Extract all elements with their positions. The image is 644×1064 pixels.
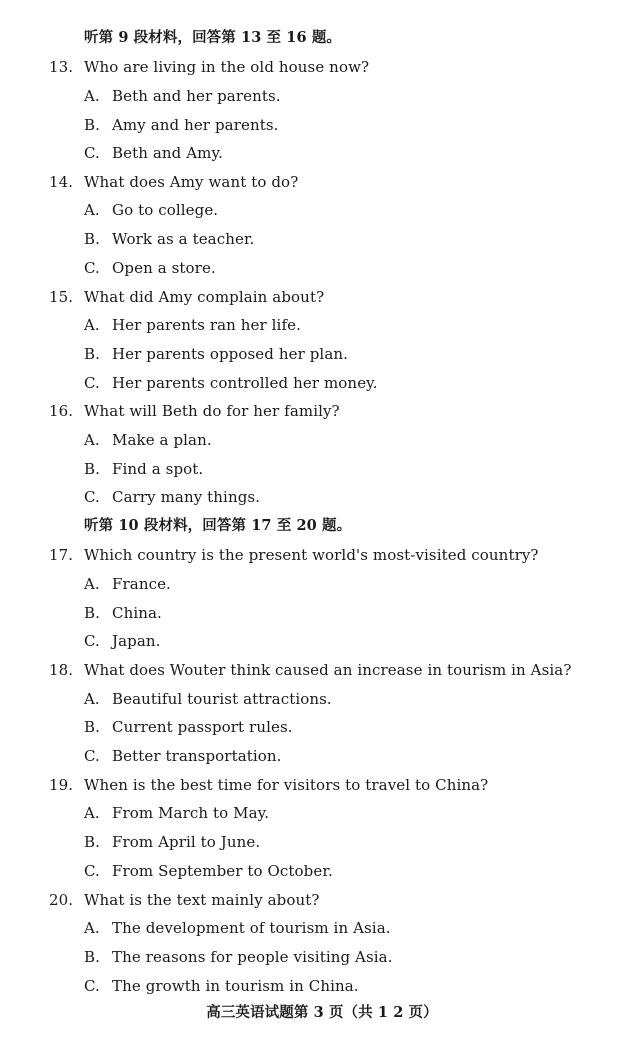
option-letter: B. bbox=[84, 345, 100, 363]
option-letter: B. bbox=[84, 833, 100, 851]
option-text: France. bbox=[112, 575, 171, 593]
section-heading: 听第 10 段材料，回答第 17 至 20 题。 bbox=[84, 517, 352, 534]
option-text: The development of tourism in Asia. bbox=[112, 919, 391, 937]
option-text: Amy and her parents. bbox=[112, 116, 279, 134]
question-number: 13. bbox=[49, 58, 74, 76]
question-text: Which country is the present world's most-visited country? bbox=[84, 546, 539, 564]
section-heading: 听第 9 段材料，回答第 13 至 16 题。 bbox=[84, 29, 342, 46]
option-text: Beautiful tourist attractions. bbox=[112, 690, 332, 708]
option-letter: C. bbox=[84, 747, 100, 765]
question-text: What is the text mainly about? bbox=[84, 891, 320, 909]
option-text: Beth and Amy. bbox=[112, 144, 223, 162]
page-footer: 高三英语试题第 3 页（共 1 2 页） bbox=[206, 1004, 438, 1021]
option-text: Find a spot. bbox=[112, 460, 204, 478]
question-number: 14. bbox=[49, 173, 74, 191]
option-letter: A. bbox=[84, 919, 100, 937]
option-text: From September to October. bbox=[112, 862, 333, 880]
question-number: 18. bbox=[49, 661, 74, 679]
question-number: 17. bbox=[49, 546, 74, 564]
option-text: Her parents ran her life. bbox=[112, 316, 301, 334]
option-text: China. bbox=[112, 604, 162, 622]
option-text: Open a store. bbox=[112, 259, 216, 277]
question-text: What does Wouter think caused an increase in tourism in Asia? bbox=[84, 661, 572, 679]
option-letter: A. bbox=[84, 431, 100, 449]
question-number: 20. bbox=[49, 891, 74, 909]
option-text: Her parents controlled her money. bbox=[112, 374, 378, 392]
option-text: Japan. bbox=[112, 632, 161, 650]
option-letter: C. bbox=[84, 259, 100, 277]
option-letter: A. bbox=[84, 804, 100, 822]
question-number: 19. bbox=[49, 776, 74, 794]
option-letter: A. bbox=[84, 201, 100, 219]
question-number: 15. bbox=[49, 288, 74, 306]
question-number: 16. bbox=[49, 402, 74, 420]
option-letter: B. bbox=[84, 230, 100, 248]
option-text: Work as a teacher. bbox=[112, 230, 255, 248]
option-text: Current passport rules. bbox=[112, 718, 293, 736]
option-text: Beth and her parents. bbox=[112, 87, 281, 105]
question-text: When is the best time for visitors to travel to China? bbox=[84, 776, 489, 794]
option-text: From March to May. bbox=[112, 804, 270, 822]
option-letter: C. bbox=[84, 977, 100, 995]
option-text: The growth in tourism in China. bbox=[112, 977, 359, 995]
option-letter: A. bbox=[84, 575, 100, 593]
question-text: Who are living in the old house now? bbox=[84, 58, 370, 76]
question-text: What did Amy complain about? bbox=[84, 288, 325, 306]
option-letter: A. bbox=[84, 87, 100, 105]
option-letter: B. bbox=[84, 604, 100, 622]
option-letter: C. bbox=[84, 632, 100, 650]
option-text: Go to college. bbox=[112, 201, 219, 219]
option-text: Make a plan. bbox=[112, 431, 212, 449]
option-text: Carry many things. bbox=[112, 488, 261, 506]
option-text: The reasons for people visiting Asia. bbox=[112, 948, 393, 966]
question-text: What does Amy want to do? bbox=[84, 173, 299, 191]
option-text: From April to June. bbox=[112, 833, 261, 851]
option-letter: C. bbox=[84, 488, 100, 506]
option-letter: B. bbox=[84, 948, 100, 966]
option-letter: B. bbox=[84, 718, 100, 736]
option-letter: C. bbox=[84, 374, 100, 392]
option-letter: B. bbox=[84, 116, 100, 134]
option-letter: A. bbox=[84, 690, 100, 708]
question-text: What will Beth do for her family? bbox=[84, 402, 340, 420]
option-letter: A. bbox=[84, 316, 100, 334]
option-letter: B. bbox=[84, 460, 100, 478]
option-text: Her parents opposed her plan. bbox=[112, 345, 349, 363]
option-text: Better transportation. bbox=[112, 747, 282, 765]
option-letter: C. bbox=[84, 862, 100, 880]
option-letter: C. bbox=[84, 144, 100, 162]
